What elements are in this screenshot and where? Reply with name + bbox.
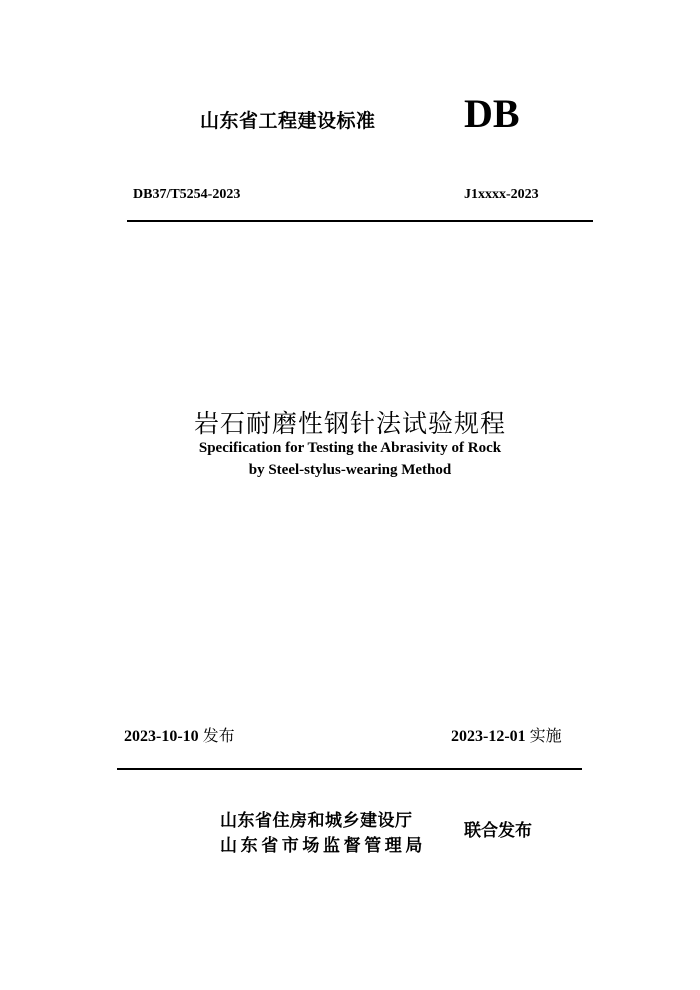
title-english-line-1: Specification for Testing the Abrasivity of Rock — [198, 440, 502, 456]
top-rule — [127, 220, 593, 222]
implement-word: 实施 — [529, 726, 562, 745]
issue-word: 发布 — [202, 726, 235, 745]
record-code: J1xxxx-2023 — [464, 187, 539, 202]
standard-name: 山东省工程建设标准 — [200, 110, 376, 132]
issue-date-block — [124, 723, 235, 746]
issuer-housing-department: 山东省住房和城乡建设厅 — [220, 811, 413, 831]
implement-date: 2023-12-01 — [451, 728, 526, 745]
bottom-rule — [117, 768, 582, 770]
title-english-line-2: by Steel-stylus-wearing Method — [248, 462, 452, 478]
issuer-market-regulation: 山东省市场监督管理局 — [220, 836, 426, 856]
standard-code: DB37/T5254-2023 — [133, 187, 241, 202]
joint-release-label: 联合发布 — [464, 821, 532, 841]
title-chinese: 岩石耐磨性钢针法试验规程 — [193, 409, 506, 438]
implement-date-block — [451, 723, 562, 746]
issue-date: 2023-10-10 — [124, 728, 199, 745]
db-mark: DB — [464, 91, 520, 136]
